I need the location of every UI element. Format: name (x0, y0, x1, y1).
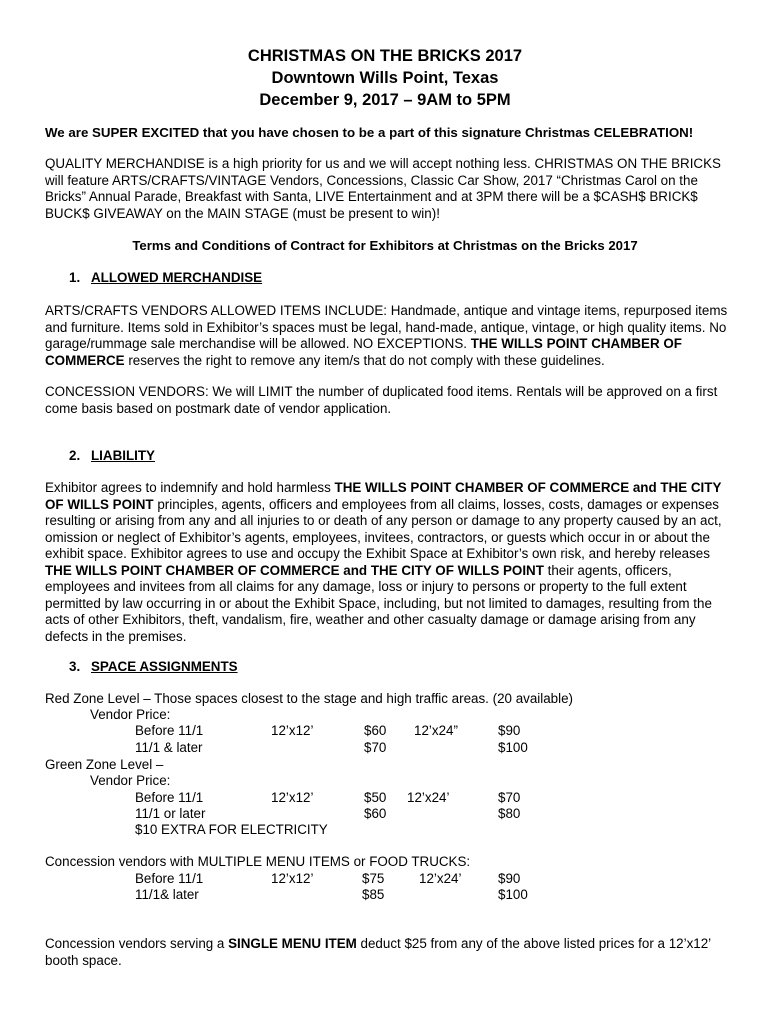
section-3-number: 3. (69, 659, 81, 674)
price-2: $70 (498, 790, 521, 805)
section-1-paragraph-2: CONCESSION VENDORS: We will LIMIT the number of duplicated food items. Rentals will be approved on a first come basis based on postmark date of vendor application. (45, 384, 718, 416)
section-2-text-2: principles, agents, officers and employees from all claims, losses, costs, damages or expenses resulting or arising from any and all injuries to or death of any person or damage to any property caused by an act, omission or neglect of Exhibitor’s agents, employees, invitees, contractors, or guests which occur in or about the exhibit space. Exhibitor agrees to use and occupy the Exhibit Space at Exhibitor’s own risk, and hereby releases (45, 496, 722, 561)
section-2-bold-1: THE WILLS POINT CHAMBER OF COMMERCE and THE CITY OF WILLS POINT (45, 480, 722, 512)
price-row (0, 790, 770, 806)
section-1-p1-text: ARTS/CRAFTS VENDORS ALLOWED ITEMS INCLUDE: Handmade, antique and vintage items, repurposed items and furniture. Items sold in Exhibitor’s spaces must be legal, hand-made, antique, vintage, or high quality items. No garage/rummage sale merchandise will be allowed. NO EXCEPTIONS. (45, 303, 728, 351)
price-2: $90 (498, 723, 521, 738)
price-1: $60 (364, 806, 387, 821)
red-zone-vendor-price: Vendor Price: (90, 707, 171, 722)
price-row (0, 871, 770, 887)
single-menu-bold: SINGLE MENU ITEM (228, 936, 357, 951)
document-location: Downtown Wills Point, Texas (271, 69, 499, 87)
price-size-2: 12’x24’ (407, 790, 450, 805)
section-2-bold-2: THE WILLS POINT CHAMBER OF COMMERCE and THE CITY OF WILLS POINT (45, 562, 544, 578)
section-1-number: 1. (69, 270, 81, 285)
document-date: December 9, 2017 – 9AM to 5PM (259, 91, 511, 109)
intro-excited: We are SUPER EXCITED that you have chosen to be a part of this signature Christmas CELEBRATION! (45, 125, 694, 140)
section-2-title: LIABILITY (91, 448, 155, 463)
single-menu-note (45, 936, 730, 969)
section-1-title: ALLOWED MERCHANDISE (91, 270, 263, 285)
section-2-text-3: their agents, officers, employees and invitees from all claims for any damage, loss or injury to persons or property to the full extent permitted by law occurring in or about the Exhibit Space, including, but not limited to damages, resulting from the acts of other Exhibitors, theft, vandalism, fire, weather and other casualty damage or damage arising from any defects in the premises. (45, 562, 712, 644)
section-2-number: 2. (69, 448, 81, 463)
price-row (0, 806, 770, 822)
price-1: $60 (364, 723, 387, 738)
price-size-1: 12’x12’ (271, 723, 314, 738)
price-row (0, 723, 770, 739)
price-size-1: 12’x12’ (271, 871, 314, 886)
document-title: CHRISTMAS ON THE BRICKS 2017 (247, 47, 523, 65)
price-1: $50 (364, 790, 387, 805)
single-menu-text-1: Concession vendors serving a (45, 936, 229, 951)
price-when: 11/1 & later (135, 740, 203, 755)
green-zone-vendor-price: Vendor Price: (90, 773, 171, 788)
green-zone-label: Green Zone Level – (45, 757, 164, 772)
price-when: 11/1 or later (135, 806, 206, 821)
price-when: Before 11/1 (135, 723, 204, 738)
price-row (0, 740, 770, 756)
price-2: $100 (498, 740, 528, 755)
price-when: 11/1& later (135, 887, 199, 902)
price-when: Before 11/1 (135, 790, 204, 805)
section-1-p1-bold: THE WILLS POINT CHAMBER OF COMMERCE (45, 336, 682, 368)
price-size-2: 12’x24’ (419, 871, 462, 886)
section-2-paragraph (45, 480, 730, 645)
concession-multi-label: Concession vendors with MULTIPLE MENU ITEMS or FOOD TRUCKS: (45, 854, 471, 869)
price-2: $100 (498, 887, 528, 902)
price-1: $75 (362, 871, 385, 886)
section-1-p1-tail: reserves the right to remove any item/s that do not comply with these guidelines. (124, 352, 605, 368)
price-size-1: 12’x12’ (271, 790, 314, 805)
price-1: $70 (364, 740, 387, 755)
single-menu-text-2: deduct $25 from any of the above listed prices for a 12’x12’ booth space. (45, 936, 711, 968)
section-2-text-1: Exhibitor agrees to indemnify and hold harmless (45, 480, 335, 495)
price-row (0, 887, 770, 903)
price-when: Before 11/1 (135, 871, 204, 886)
red-zone-label: Red Zone Level – Those spaces closest to the stage and high traffic areas. (20 available) (45, 691, 574, 706)
section-1-paragraph-1 (45, 303, 730, 369)
intro-quality: QUALITY MERCHANDISE is a high priority for us and we will accept nothing less. CHRISTMAS ON THE BRICKS will feature ARTS/CRAFTS/VINTAGE Vendors, Concessions, Classic Car Show, 2017 “Christmas Carol on the Bricks” Annual Parade, Breakfast with Santa, LIVE Entertainment and at 3PM there will be a $CASH$ BRICK$ BUCK$ GIVEAWAY on the MAIN STAGE (must be present to win)! (45, 156, 721, 221)
price-2: $80 (498, 806, 521, 821)
section-3-title: SPACE ASSIGNMENTS (91, 659, 238, 674)
terms-title: Terms and Conditions of Contract for Exhibitors at Christmas on the Bricks 2017 (132, 238, 638, 253)
price-2: $90 (498, 871, 521, 886)
price-size-2: 12’x24” (414, 723, 458, 738)
electricity-note: $10 EXTRA FOR ELECTRICITY (135, 822, 328, 837)
price-1: $85 (362, 887, 385, 902)
